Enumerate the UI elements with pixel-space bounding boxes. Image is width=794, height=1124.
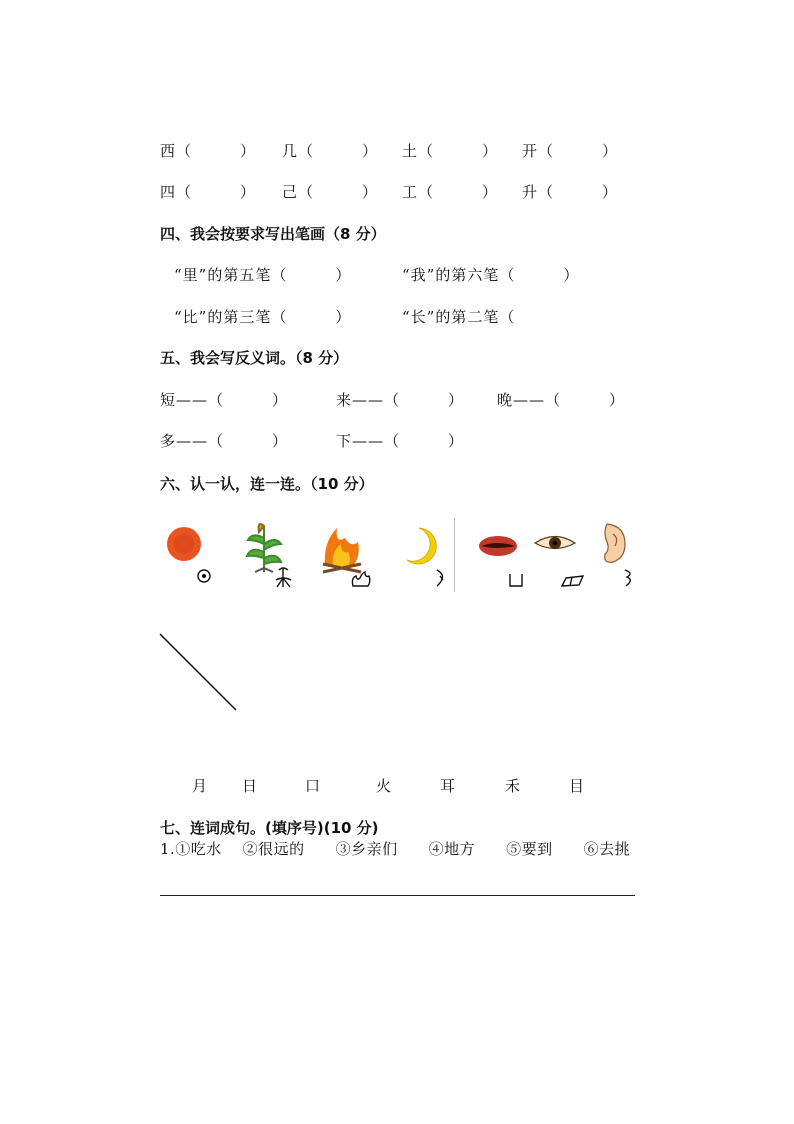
char-er: 耳: [440, 777, 456, 795]
answer-line[interactable]: [160, 895, 635, 896]
char-huo: 火: [376, 777, 392, 795]
moon-picture: [407, 528, 436, 564]
char-yue: 月: [192, 777, 208, 795]
mouth-glyph: [510, 574, 522, 586]
s3-row1-item2: 几（ ）: [282, 142, 379, 160]
eye-glyph: [562, 576, 583, 586]
moon-glyph: [437, 570, 443, 586]
s3-row2-item1: 四（ ）: [160, 183, 257, 201]
section7-heading: 七、连词成句。(填序号)(10 分): [160, 819, 379, 837]
pictogram-strip: [155, 514, 640, 598]
char-kou: 口: [305, 777, 321, 795]
s3-row2-item3: 工（ ）: [402, 183, 499, 201]
char-ri: 日: [242, 777, 258, 795]
s5-item2: 来——（ ）: [336, 391, 465, 409]
connecting-line: [158, 632, 240, 714]
char-he: 禾: [505, 777, 521, 795]
section5-heading: 五、我会写反义词。（8 分）: [160, 349, 349, 367]
s5-item3: 晚——（ ）: [497, 391, 626, 409]
sun-glyph: [198, 570, 210, 582]
picture-divider: [454, 518, 455, 592]
ear-glyph: [625, 570, 630, 586]
section6-heading: 六、认一认，连一连。（10 分）: [160, 475, 374, 493]
s4-item1: “里”的第五笔（ ）: [174, 266, 352, 284]
s5-item5: 下——（ ）: [336, 432, 465, 450]
grain-plant-picture: [247, 524, 281, 572]
s5-item1: 短——（ ）: [160, 391, 289, 409]
eye-picture: [535, 537, 575, 550]
s3-row1-item4: 开（ ）: [522, 142, 619, 160]
s4-item4: “长”的第二笔（: [402, 308, 516, 326]
s4-item2: “我”的第六笔（ ）: [402, 266, 580, 284]
s3-row2-item4: 升（ ）: [522, 183, 619, 201]
section4-heading: 四、我会按要求写出笔画（8 分）: [160, 225, 386, 243]
s4-item3: “比”的第三笔（ ）: [174, 308, 352, 326]
fire-picture: [323, 528, 361, 572]
s7-question1: 1.①吃水 ②很远的 ③乡亲们 ④地方 ⑤要到 ⑥去挑: [160, 840, 631, 858]
s3-row1-item3: 土（ ）: [402, 142, 499, 160]
sun-picture: [167, 527, 201, 561]
grain-glyph: [276, 568, 291, 587]
ear-picture: [605, 524, 625, 562]
s3-row1-item1: 西（ ）: [160, 142, 257, 160]
char-mu: 目: [569, 777, 585, 795]
mouth-picture: [479, 536, 517, 556]
s3-row2-item2: 己（ ）: [282, 183, 379, 201]
fire-glyph: [352, 572, 369, 586]
s5-item4: 多——（ ）: [160, 432, 289, 450]
